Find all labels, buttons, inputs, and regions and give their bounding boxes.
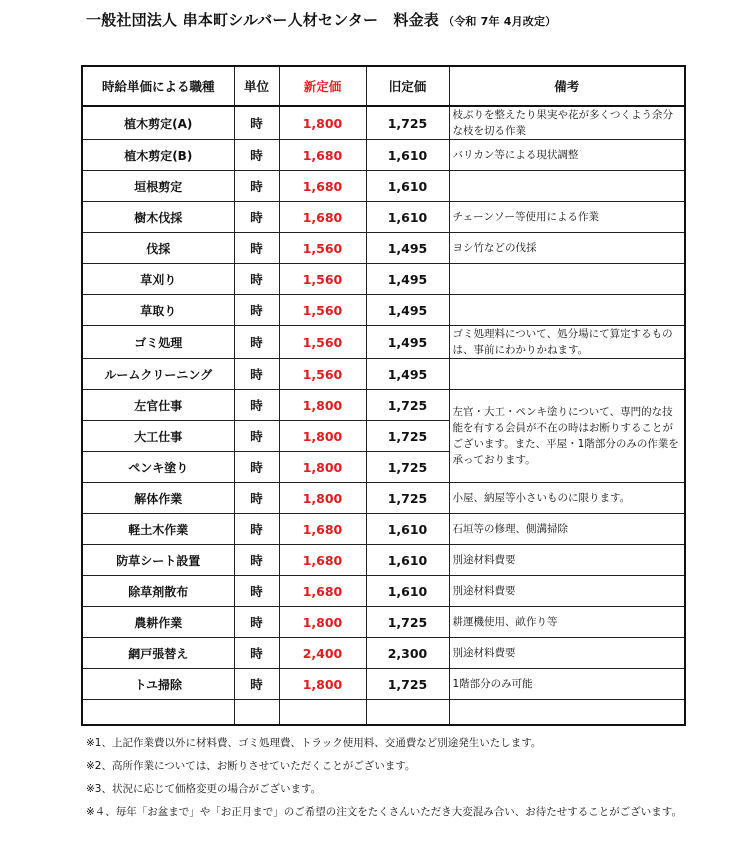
remarks-cell: 別途材料費要 bbox=[449, 576, 685, 607]
table-row bbox=[82, 359, 685, 390]
job-cell: 垣根剪定 bbox=[82, 171, 234, 202]
unit-cell: 時 bbox=[234, 638, 279, 669]
old-price-cell: 1,495 bbox=[366, 233, 449, 264]
job-cell: 大工仕事 bbox=[82, 421, 234, 452]
remarks-cell-merged: 左官・大工・ペンキ塗りについて、専門的な技能を有する会員が不在の時はお断りすることがございます。また、平屋・1階部分のみの作業を承っております。 bbox=[449, 390, 685, 483]
table-row bbox=[82, 638, 685, 669]
job-cell: 草取り bbox=[82, 295, 234, 326]
new-price-cell: 1,800 bbox=[279, 669, 366, 700]
unit-cell: 時 bbox=[234, 359, 279, 390]
unit-cell: 時 bbox=[234, 140, 279, 171]
remarks-cell bbox=[449, 295, 685, 326]
job-cell: 左官仕事 bbox=[82, 390, 234, 421]
unit-cell: 時 bbox=[234, 669, 279, 700]
table-row bbox=[82, 295, 685, 326]
new-price-cell: 1,680 bbox=[279, 140, 366, 171]
old-price-cell: 1,725 bbox=[366, 669, 449, 700]
price-table bbox=[81, 65, 686, 726]
table-row bbox=[82, 140, 685, 171]
new-price-cell: 1,560 bbox=[279, 264, 366, 295]
old-price-cell: 1,725 bbox=[366, 390, 449, 421]
unit-cell: 時 bbox=[234, 576, 279, 607]
footnote-4: ※４、毎年「お盆まで」や「お正月まで」のご希望の注文をたくさんいただき大変混み合い、お待たせすることがございます。 bbox=[86, 806, 682, 818]
empty-cell bbox=[234, 700, 279, 726]
header-old-price: 旧定価 bbox=[366, 66, 449, 106]
old-price-cell: 1,725 bbox=[366, 106, 449, 140]
blank-row bbox=[82, 700, 685, 726]
remarks-cell: 耕運機使用、畝作り等 bbox=[449, 607, 685, 638]
empty-cell bbox=[366, 700, 449, 726]
table-row bbox=[82, 171, 685, 202]
unit-cell: 時 bbox=[234, 106, 279, 140]
job-cell: ルームクリーニング bbox=[82, 359, 234, 390]
header-job: 時給単価による職種 bbox=[82, 66, 234, 106]
unit-cell: 時 bbox=[234, 390, 279, 421]
job-cell: 除草剤散布 bbox=[82, 576, 234, 607]
table-row bbox=[82, 326, 685, 359]
empty-cell bbox=[82, 700, 234, 726]
footnotes bbox=[86, 735, 696, 827]
new-price-cell: 1,560 bbox=[279, 326, 366, 359]
footnote-3: ※3、状況に応じて価格変更の場合がございます。 bbox=[86, 783, 322, 795]
old-price-cell: 1,610 bbox=[366, 545, 449, 576]
remarks-cell: 別途材料費要 bbox=[449, 638, 685, 669]
job-cell: 植木剪定(A) bbox=[82, 106, 234, 140]
table-row bbox=[82, 483, 685, 514]
new-price-cell: 1,680 bbox=[279, 576, 366, 607]
new-price-cell: 1,800 bbox=[279, 421, 366, 452]
table-row bbox=[82, 264, 685, 295]
title-main: 一般社団法人 串本町シルバー人材センター 料金表 bbox=[86, 11, 439, 29]
table-row bbox=[82, 607, 685, 638]
unit-cell: 時 bbox=[234, 295, 279, 326]
table-row bbox=[82, 669, 685, 700]
unit-cell: 時 bbox=[234, 171, 279, 202]
table-row bbox=[82, 106, 685, 140]
old-price-cell: 1,725 bbox=[366, 421, 449, 452]
header-unit: 単位 bbox=[234, 66, 279, 106]
old-price-cell: 1,610 bbox=[366, 140, 449, 171]
job-cell: 植木剪定(B) bbox=[82, 140, 234, 171]
page-title bbox=[86, 9, 556, 30]
job-cell: 網戸張替え bbox=[82, 638, 234, 669]
new-price-cell: 1,680 bbox=[279, 171, 366, 202]
new-price-cell: 1,560 bbox=[279, 295, 366, 326]
old-price-cell: 1,495 bbox=[366, 326, 449, 359]
title-revision: （令和 7年 4月改定） bbox=[443, 15, 557, 28]
job-cell: 伐採 bbox=[82, 233, 234, 264]
remarks-cell: バリカン等による現状調整 bbox=[449, 140, 685, 171]
old-price-cell: 1,610 bbox=[366, 576, 449, 607]
new-price-cell: 1,680 bbox=[279, 514, 366, 545]
remarks-cell: 別途材料費要 bbox=[449, 545, 685, 576]
footnote-1: ※1、上記作業費以外に材料費、ゴミ処理費、トラック使用料、交通費など別途発生いたします。 bbox=[86, 737, 542, 749]
old-price-cell: 1,495 bbox=[366, 295, 449, 326]
new-price-cell: 1,680 bbox=[279, 545, 366, 576]
unit-cell: 時 bbox=[234, 483, 279, 514]
remarks-cell: 石垣等の修理、側溝掃除 bbox=[449, 514, 685, 545]
remarks-cell bbox=[449, 264, 685, 295]
new-price-cell: 1,560 bbox=[279, 233, 366, 264]
old-price-cell: 1,610 bbox=[366, 171, 449, 202]
old-price-cell: 2,300 bbox=[366, 638, 449, 669]
new-price-cell: 2,400 bbox=[279, 638, 366, 669]
remarks-cell bbox=[449, 171, 685, 202]
unit-cell: 時 bbox=[234, 233, 279, 264]
job-cell: トユ掃除 bbox=[82, 669, 234, 700]
old-price-cell: 1,610 bbox=[366, 202, 449, 233]
unit-cell: 時 bbox=[234, 264, 279, 295]
empty-cell bbox=[279, 700, 366, 726]
remarks-cell: 枝ぶりを整えたり果実や花が多くつくよう余分な枝を切る作業 bbox=[449, 106, 685, 140]
remarks-cell: ヨシ竹などの伐採 bbox=[449, 233, 685, 264]
job-cell: ペンキ塗り bbox=[82, 452, 234, 483]
new-price-cell: 1,800 bbox=[279, 106, 366, 140]
remarks-cell bbox=[449, 359, 685, 390]
header-remarks: 備考 bbox=[449, 66, 685, 106]
job-cell: 防草シート設置 bbox=[82, 545, 234, 576]
new-price-cell: 1,800 bbox=[279, 452, 366, 483]
remarks-cell: チェーンソー等使用による作業 bbox=[449, 202, 685, 233]
job-cell: 草刈り bbox=[82, 264, 234, 295]
new-price-cell: 1,800 bbox=[279, 390, 366, 421]
old-price-cell: 1,725 bbox=[366, 483, 449, 514]
old-price-cell: 1,725 bbox=[366, 607, 449, 638]
job-cell: 農耕作業 bbox=[82, 607, 234, 638]
old-price-cell: 1,495 bbox=[366, 264, 449, 295]
new-price-cell: 1,680 bbox=[279, 202, 366, 233]
table-row bbox=[82, 576, 685, 607]
unit-cell: 時 bbox=[234, 514, 279, 545]
remarks-cell: 小屋、納屋等小さいものに限ります。 bbox=[449, 483, 685, 514]
header-row bbox=[82, 66, 685, 106]
job-cell: 軽土木作業 bbox=[82, 514, 234, 545]
unit-cell: 時 bbox=[234, 421, 279, 452]
unit-cell: 時 bbox=[234, 326, 279, 359]
job-cell: 解体作業 bbox=[82, 483, 234, 514]
old-price-cell: 1,495 bbox=[366, 359, 449, 390]
table-row bbox=[82, 233, 685, 264]
new-price-cell: 1,800 bbox=[279, 483, 366, 514]
remarks-cell: ゴミ処理料について、処分場にて算定するものは、事前にわかりかねます。 bbox=[449, 326, 685, 359]
table-row bbox=[82, 390, 685, 421]
table-row bbox=[82, 514, 685, 545]
old-price-cell: 1,725 bbox=[366, 452, 449, 483]
old-price-cell: 1,610 bbox=[366, 514, 449, 545]
remarks-cell: 1階部分のみ可能 bbox=[449, 669, 685, 700]
unit-cell: 時 bbox=[234, 607, 279, 638]
empty-cell bbox=[449, 700, 685, 726]
job-cell: 樹木伐採 bbox=[82, 202, 234, 233]
unit-cell: 時 bbox=[234, 202, 279, 233]
table-row bbox=[82, 202, 685, 233]
header-new-price: 新定価 bbox=[279, 66, 366, 106]
job-cell: ゴミ処理 bbox=[82, 326, 234, 359]
table-row bbox=[82, 545, 685, 576]
new-price-cell: 1,800 bbox=[279, 607, 366, 638]
footnote-2: ※2、高所作業については、お断りさせていただくことがございます。 bbox=[86, 760, 416, 772]
new-price-cell: 1,560 bbox=[279, 359, 366, 390]
unit-cell: 時 bbox=[234, 545, 279, 576]
unit-cell: 時 bbox=[234, 452, 279, 483]
